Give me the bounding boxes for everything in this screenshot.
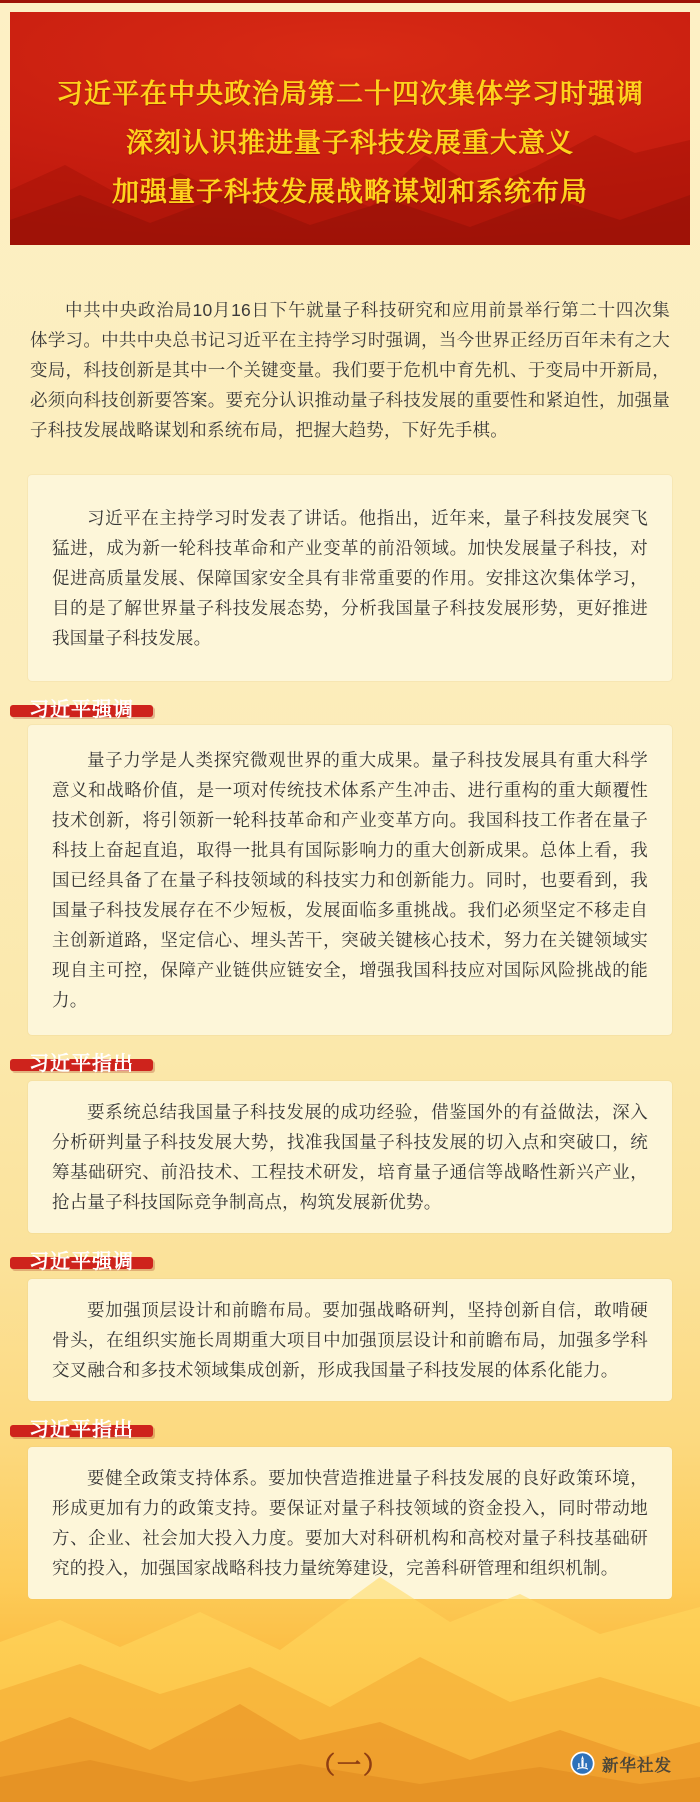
page-number: （一） (311, 1752, 389, 1779)
top-red-strip (0, 0, 700, 3)
section-badge-1: 习近平强调 (10, 705, 153, 717)
section-badge-2: 习近平指出 (10, 1059, 153, 1071)
intro-paragraph: 中共中央政治局10月16日下午就量子科技研究和应用前景举行第二十四次集体学习。中共中央总书记习近平在主持学习时强调，当今世界正经历百年未有之大变局，科技创新是其中一个关键变量。我们要于危机中育先机、于变局中开新局，必须向科技创新要答案。要充分认识推动量子科技发展的重要性和紧迫性，加强量子科技发展战略谋划和系统布局，把握大趋势，下好先手棋。 (30, 300, 670, 440)
section-paragraph-2: 要系统总结我国量子科技发展的成功经验，借鉴国外的有益做法，深入分析研判量子科技发展大势，找准我国量子科技发展的切入点和突破口，统筹基础研究、前沿技术、工程技术研发，培育量子通信等战略性新兴产业，抢占量子科技国际竞争制高点，构筑发展新优势。 (52, 1102, 648, 1212)
xinhua-credit (570, 1751, 672, 1776)
section-badge-4: 习近平指出 (10, 1425, 153, 1437)
section-card-3 (28, 1279, 672, 1401)
banner-title-line-3: 加强量子科技发展战略谋划和系统布局 (112, 177, 588, 207)
xinhua-credit-label: 新华社发 (602, 1756, 672, 1775)
banner-title-line-2: 深刻认识推进量子科技发展重大意义 (126, 128, 574, 158)
section-paragraph-3: 要加强顶层设计和前瞻布局。要加强战略研判，坚持创新自信，敢啃硬骨头，在组织实施长周期重大项目中加强顶层设计和前瞻布局，加强多学科交叉融合和多技术领域集成创新，形成我国量子科技发展的体系化能力。 (52, 1300, 648, 1380)
section-paragraph-4: 要健全政策支持体系。要加快营造推进量子科技发展的良好政策环境，形成更加有力的政策支持。要保证对量子科技领域的资金投入，同时带动地方、企业、社会加大投入力度。要加大对科研机构和高校对量子科技基础研究的投入，加强国家战略科技力量统筹建设，完善科研管理和组织机制。 (52, 1468, 648, 1578)
banner-title-line-1: 习近平在中央政治局第二十四次集体学习时强调 (56, 79, 644, 109)
section-card-1 (28, 725, 672, 1035)
section-paragraph-1: 量子力学是人类探究微观世界的重大成果。量子科技发展具有重大科学意义和战略价值，是一项对传统技术体系产生冲击、进行重构的重大颠覆性技术创新，将引领新一轮科技革命和产业变革方向。我国科技工作者在量子科技上奋起直追，取得一批具有国际影响力的重大创新成果。总体上看，我国已经具备了在量子科技领域的科技实力和创新能力。同时，也要看到，我国量子科技发展存在不少短板，发展面临多重挑战。我们必须坚定不移走自主创新道路，坚定信心、埋头苦干，突破关键核心技术，努力在关键领域实现自主可控，保障产业链供应链安全，增强我国科技应对国际风险挑战的能力。 (52, 750, 648, 1010)
section-badge-3: 习近平强调 (10, 1257, 153, 1269)
header-banner (10, 12, 690, 245)
xinhua-logo-icon (570, 1751, 595, 1776)
speech-summary-card (28, 475, 672, 681)
speech-summary-paragraph: 习近平在主持学习时发表了讲话。他指出，近年来，量子科技发展突飞猛进，成为新一轮科技革命和产业变革的前沿领域。加快发展量子科技，对促进高质量发展、保障国家安全具有非常重要的作用。安排这次集体学习，目的是了解世界量子科技发展态势，分析我国量子科技发展形势，更好推进我国量子科技发展。 (52, 508, 648, 648)
section-card-2 (28, 1081, 672, 1233)
banner-title (10, 70, 690, 217)
